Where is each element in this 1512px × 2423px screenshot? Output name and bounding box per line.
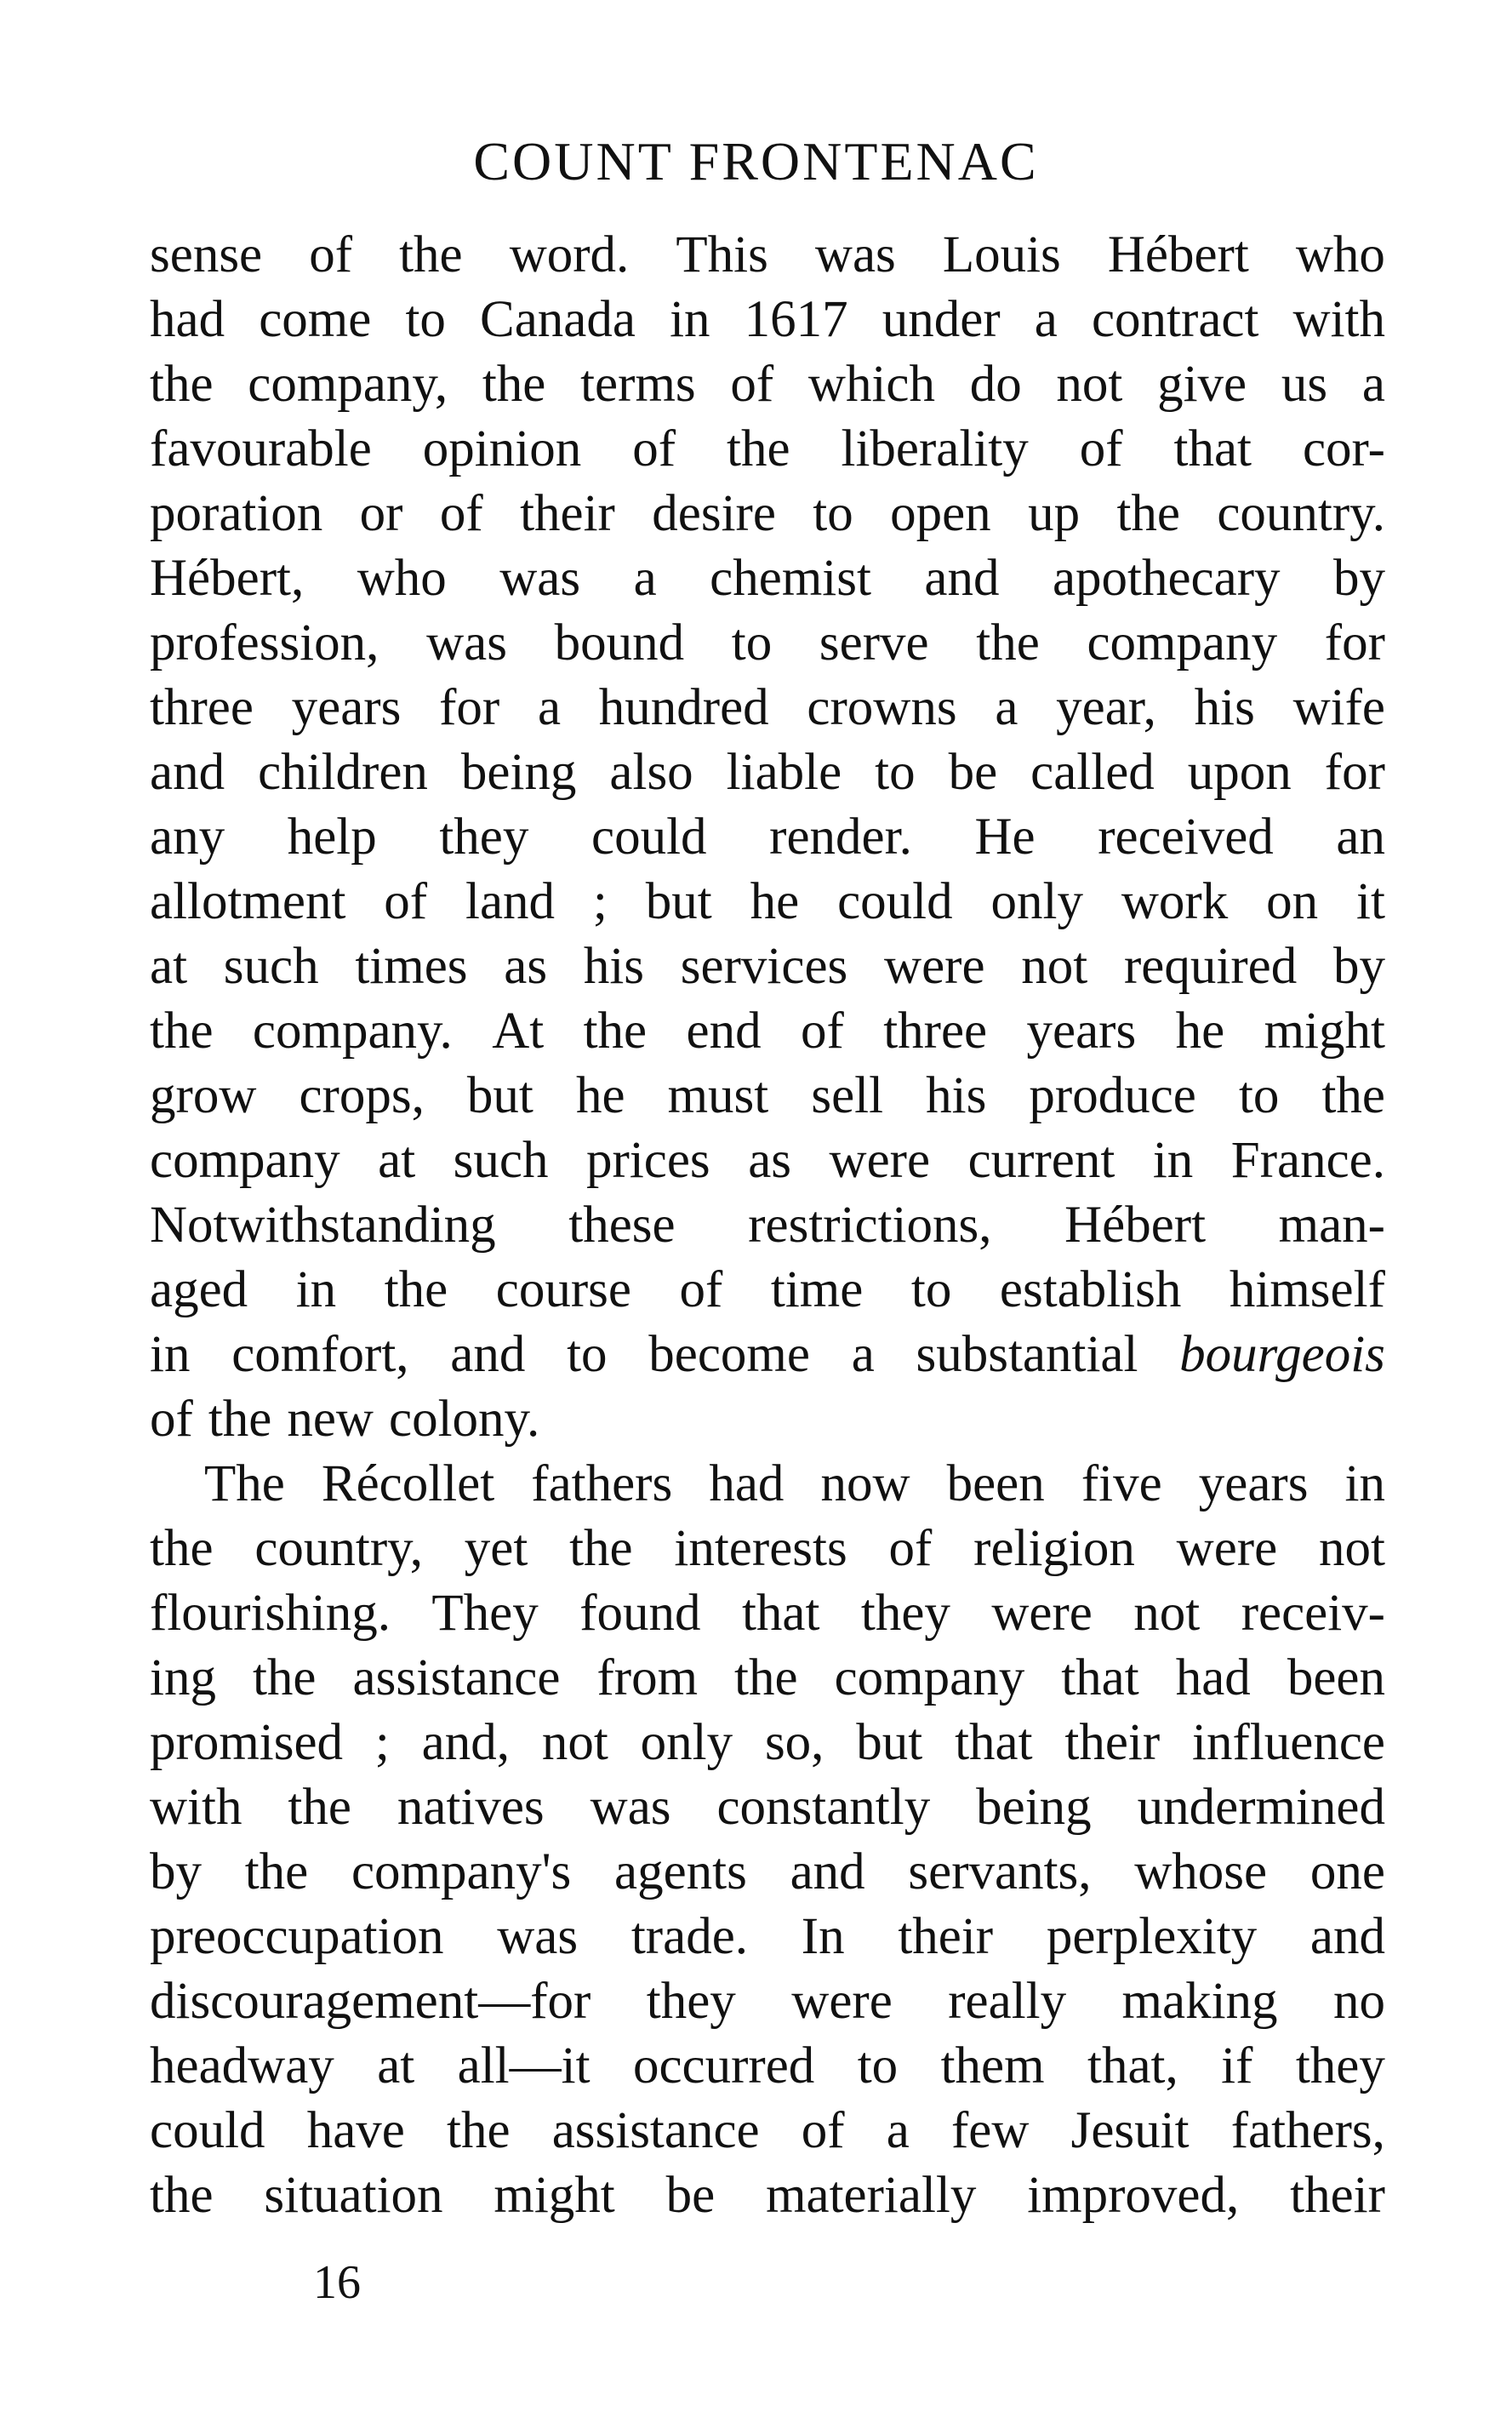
text-line: the company. At the end of three years he might [150,1003,1385,1060]
text-line: promised ; and, not only so, but that their influence [150,1714,1385,1771]
text-line: three years for a hundred crowns a year, his wife [150,679,1385,736]
body-text [150,223,1385,2228]
text-line: the company, the terms of which do not give us a [150,356,1385,413]
text-line: favourable opinion of the liberality of that cor- [150,420,1385,477]
text-line: the country, yet the interests of religion were not [150,1520,1385,1577]
page-number: 16 [313,2256,361,2309]
text-line: Hébert, who was a chemist and apothecary by [150,550,1385,607]
text-line: in comfort, and to become a substantial bourgeois [150,1326,1385,1383]
text-line: profession, was bound to serve the company for [150,614,1385,671]
text-line: any help they could render. He received an [150,809,1385,866]
text-line: allotment of land ; but he could only work on it [150,873,1385,930]
text-line: headway at all—it occurred to them that, if they [150,2037,1385,2094]
text-line: preoccupation was trade. In their perplexity and [150,1908,1385,1965]
text-line: by the company's agents and servants, whose one [150,1843,1385,1900]
text-line: grow crops, but he must sell his produce to the [150,1067,1385,1124]
text-line: flourishing. They found that they were not receiv- [150,1585,1385,1642]
text-line: aged in the course of time to establish himself [150,1261,1385,1318]
text-line: and children being also liable to be called upon for [150,744,1385,801]
text-line: with the natives was constantly being undermined [150,1779,1385,1836]
text-line: discouragement—for they were really making no [150,1973,1385,2030]
text-line: sense of the word. This was Louis Hébert who [150,226,1385,283]
running-title: COUNT FRONTENAC [473,131,1039,191]
text-line: could have the assistance of a few Jesuit fathers, [150,2102,1385,2159]
text-line: the situation might be materially improved, their [150,2167,1385,2224]
text-line: at such times as his services were not required by [150,938,1385,995]
text-line: ing the assistance from the company that had been [150,1649,1385,1706]
text-line: of the new colony. [150,1391,540,1448]
text-line: poration or of their desire to open up the country. [150,485,1385,542]
text-line: The Récollet fathers had now been five years in [204,1455,1385,1512]
text-line: had come to Canada in 1617 under a contract with [150,291,1385,348]
text-line: Notwithstanding these restrictions, Hébert man- [150,1197,1385,1254]
text-line: company at such prices as were current in France. [150,1132,1385,1189]
